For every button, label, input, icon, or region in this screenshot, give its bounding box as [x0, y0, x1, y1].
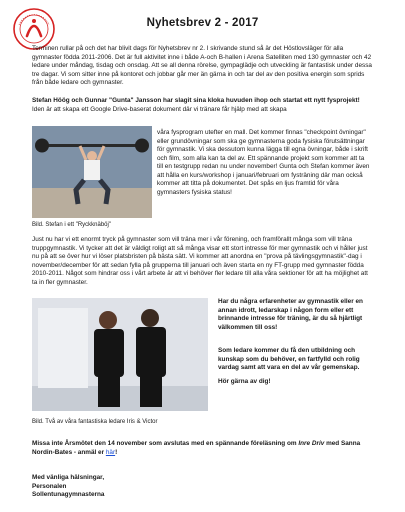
stefan-photo [32, 126, 152, 218]
club-logo [13, 8, 55, 50]
gym-scene-illustration [32, 126, 152, 218]
missa-lead: Missa inte Årsmötet den 14 november som avslutas med en spännande föreläsning om [32, 440, 299, 447]
signoff-staff: Personalen [32, 482, 67, 490]
fysprojekt-lead: Stefan Höög och Gunnar "Gunta" Jansson har slagit sina kloka huvuden ihop och startat ett nytt fysprojekt! [32, 97, 360, 104]
missa-mid: med Sanna Nordin-Bates - anmäl er [32, 440, 361, 456]
signoff-club: Sollentunagymnasterna [32, 491, 105, 498]
missa-end: ! [115, 448, 118, 456]
signoff [32, 474, 104, 500]
fysprojekt-continued: våra fysprogram utefter en mall. Det kommer finnas "checkpoint övningar" eller grundövningar som ska ge gymnasterna goda fysiska förutsättningar för gymnastik. Vi ska dessutom kunna lägga till egna övningar, både i skrift och film, som alla kan ta del av. Ett spännande projekt som kommer att ta till en testgrupp redan nu under november! Gunta och Stefan kommer även att hålla en kurs/workshop i januari/februari om fysträning där man också kommer att titta på dokumentet. Det spås en ljus framtid för våra gymnasters fysiska status! [157, 129, 370, 196]
missa-italic: Inre Driv [298, 440, 325, 447]
signoff-greeting: Med vänliga hälsningar, [32, 474, 105, 481]
fysprojekt-text: Iden är att skapa ett Google Drive-baserat dokument där vi tränare får hjälp med att skapa [32, 105, 287, 113]
newsletter-title: Nyhetsbrev 2 - 2017 [146, 17, 259, 29]
leaders-photo [32, 298, 208, 411]
signup-link[interactable]: här [105, 448, 116, 456]
intro-paragraph: Terminen rullar på och det har blivit dags för Nyhetsbrev nr 2. I skrivande stund så är det Höstlovsläger för alla gymnaster födda 2011-2006. Det är full aktivitet inne i både A-och B-hallen i Arena Satelliten med 130 gymnaster och 42 ledare under måndag, tisdag och onsdag. Att se all denna rörelse, gympaglädje och utveckling är fantastisk under dessa tre dagar. Vi som sitter inne på kontoret och jobbar går mer än gärna in och tar del av den positiva energin som sprids från både ledare och gymnaster. [32, 45, 372, 86]
callout-contact: Hör gärna av dig! [218, 378, 271, 385]
callout-training: Som ledare kommer du få den utbildning och kunskap som du behöver, en fartfylld och rolig vardag samt att vara en del av vår gemenskap. [218, 347, 360, 371]
photo1-caption: Bild. Stefan i ett "Ryckknäböj" [32, 222, 111, 228]
gymnastics-demand-paragraph: Just nu har vi ett enormt tryck på gymnaster som vill träna mer i vår förening, och framförallt många som vill träna truppgymnastik. Vi tycker att det är väldigt roligt att så många visar ett stort intresse för mer gymnastik och vi håller just nu på att se över hur vi löser platsbristen på bästa sätt. Vi kommer att anordna en "prova på tävlingsgymnastik"-dag i november/december för att sedan fylla på grupperna till januari och även starta en ny FT-grupp med gymnaster födda 2010-2011. Något som hindrar oss i vårt arbete är att vi behöver fler ledare till alla våra sektioner för att ha möjlighet att ta in fler gymnaster. [32, 236, 368, 286]
callout-invite: Har du några erfarenheter av gymnastik eller en annan idrott, ledarskap i någon form eller ett brinnande intresse för träning, är du så hjärtligt välkommen till oss! [218, 298, 363, 331]
fysprojekt-paragraph [32, 97, 372, 114]
leaders-scene-illustration [32, 298, 208, 411]
annual-meeting-paragraph [32, 440, 372, 457]
photo2-caption: Bild. Två av våra fantastiska ledare Iris & Victor [32, 419, 158, 425]
